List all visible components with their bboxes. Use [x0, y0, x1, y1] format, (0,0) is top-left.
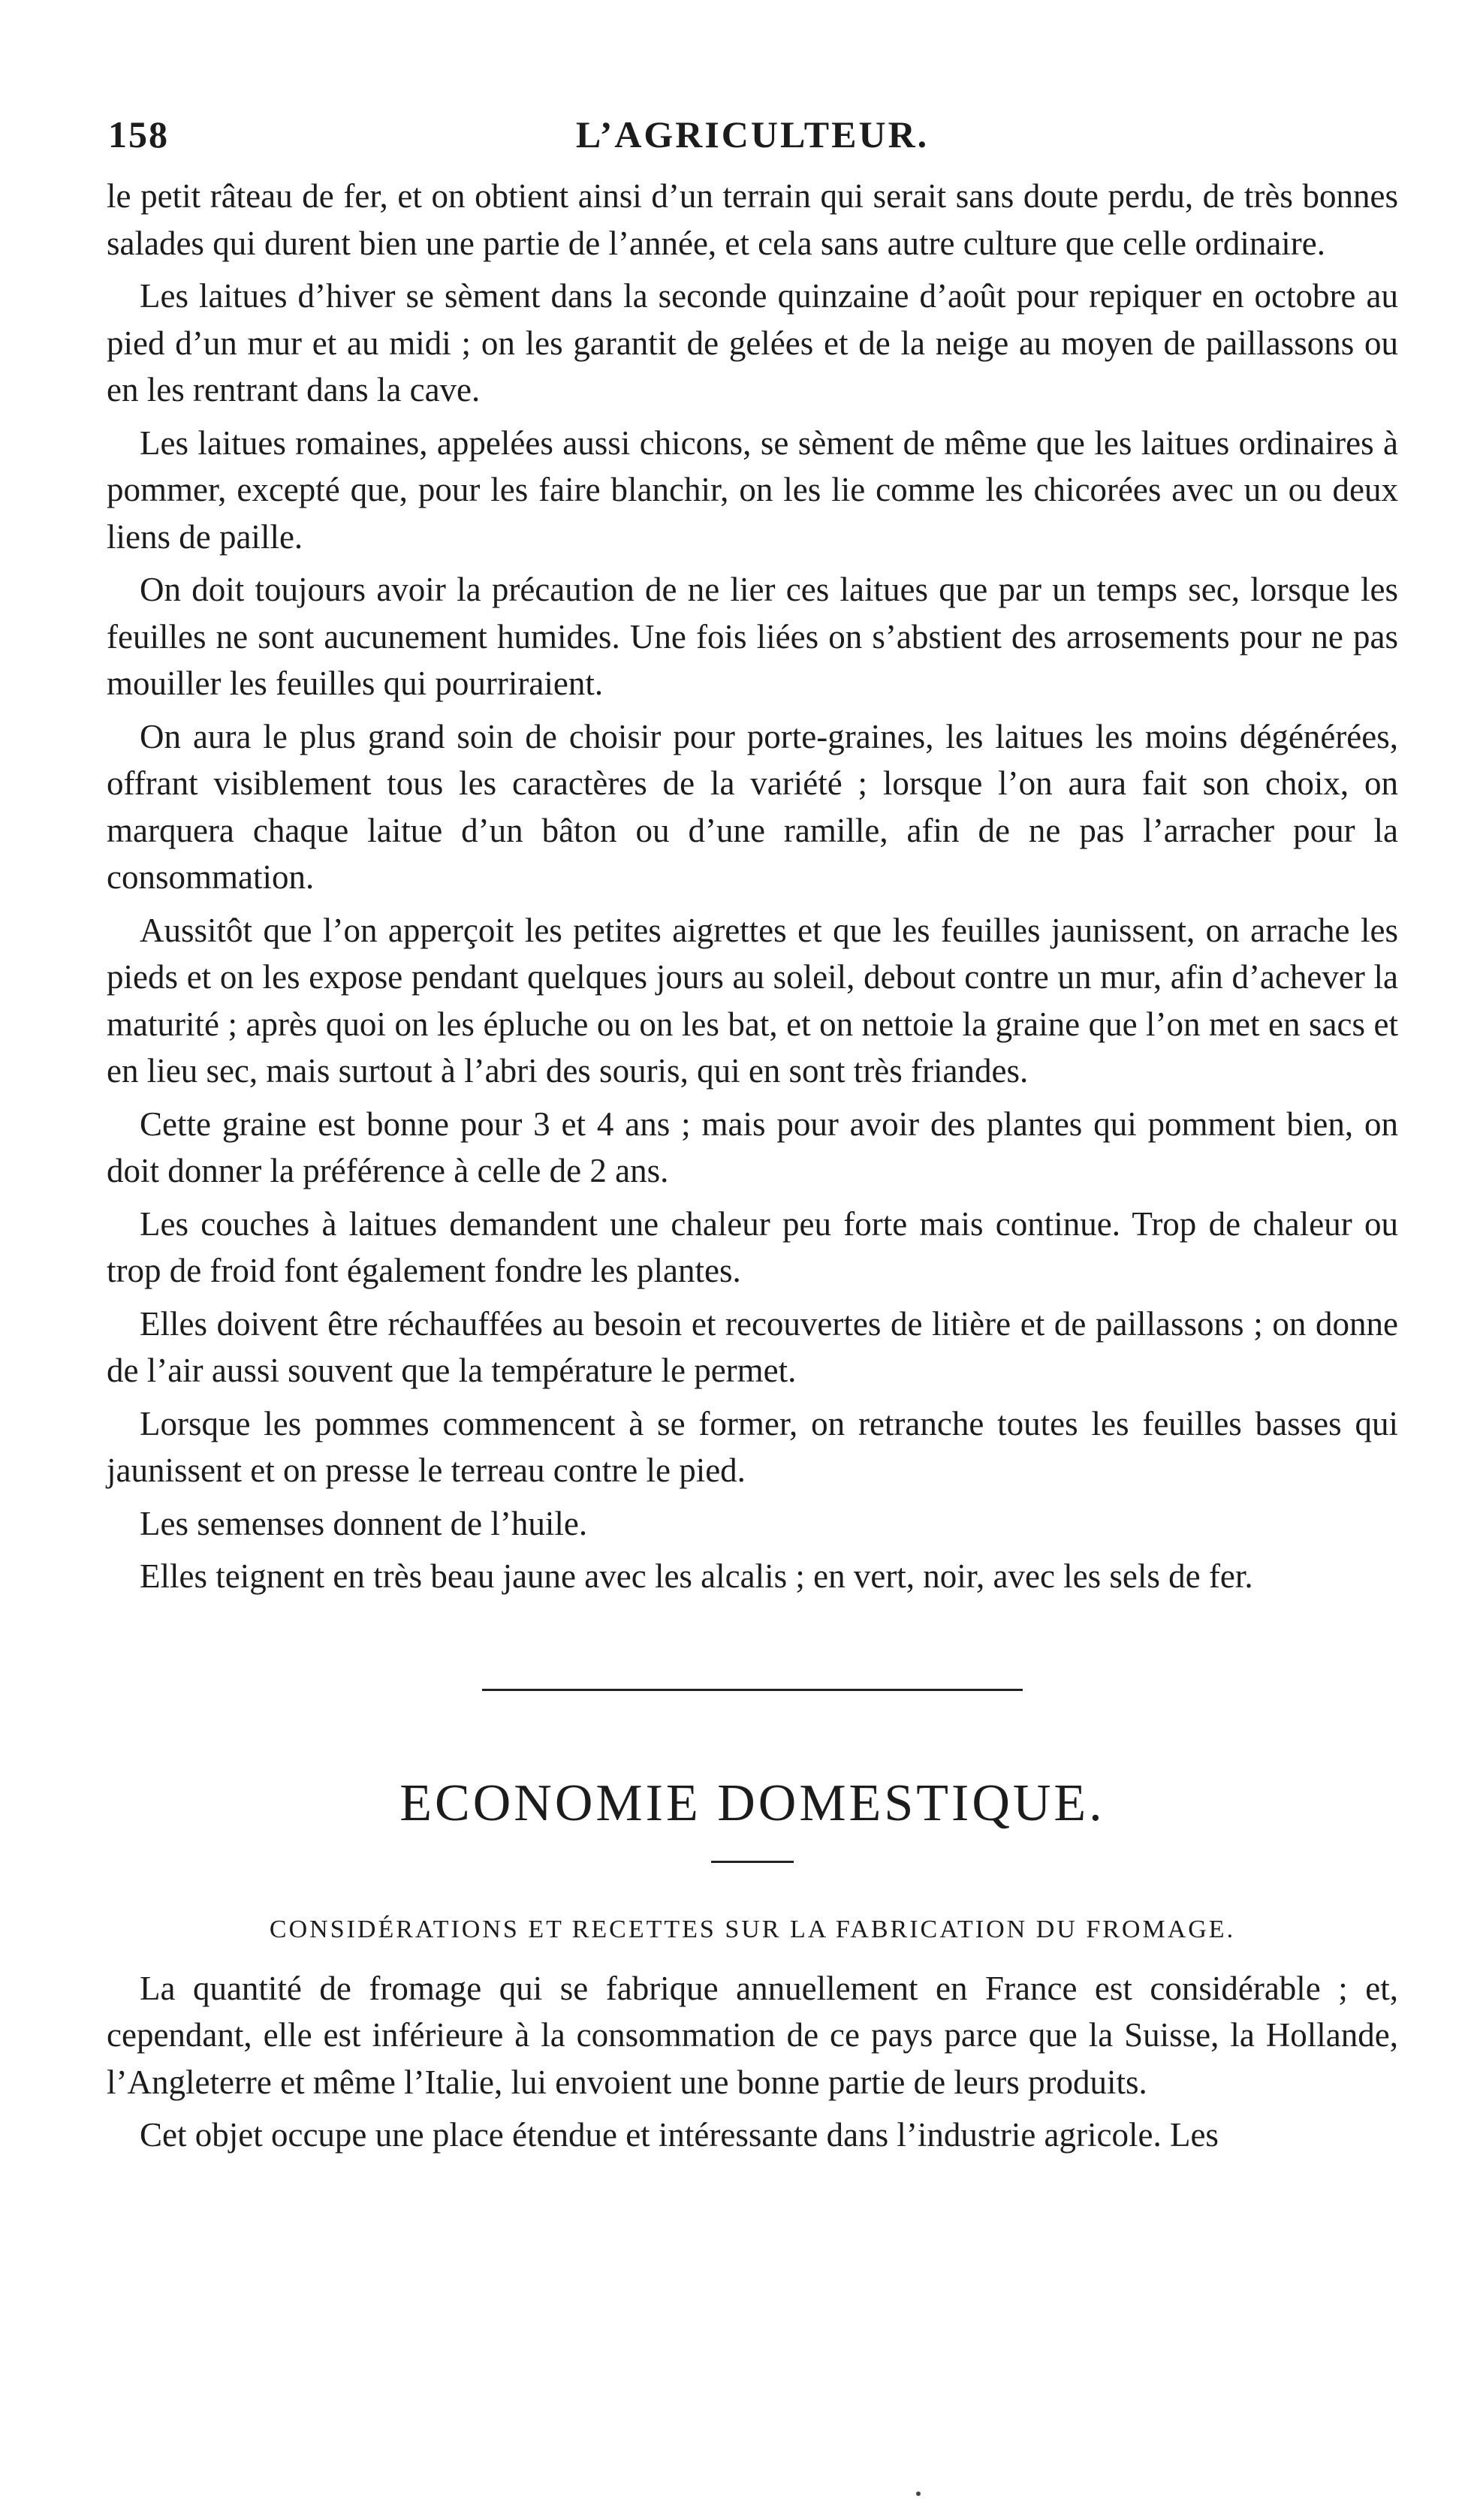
paragraph: Cet objet occupe une place étendue et intéressante dans l’industrie agricole. Les — [140, 2116, 1219, 2154]
paragraph: le petit râteau de fer, et on obtient ainsi d’un terrain qui serait sans doute perdu, de très bonnes salades qui durent bien une partie de l’année, et cela sans autre culture que celle ordinaire. — [107, 177, 1398, 262]
section-subtitle: CONSIDÉRATIONS ET RECETTES SUR LA FABRICATION DU FROMAGE. — [269, 1915, 1236, 1943]
section-divider — [482, 1689, 1023, 1691]
paragraph: Cette graine est bonne pour 3 et 4 ans ; mais pour avoir des plantes qui pomment bien, on doit donner la préférence à celle de 2 ans. — [107, 1105, 1398, 1189]
book-page — [107, 113, 1398, 2165]
paragraph: Les couches à laitues demandent une chaleur peu forte mais continue. Trop de chaleur ou trop de froid font également fondre les plantes. — [107, 1204, 1398, 1289]
page-number: 158 — [108, 113, 169, 155]
paragraph: La quantité de fromage qui se fabrique annuellement en France est considérable ; et, cependant, elle est inférieure à la consommation de ce pays parce que la Suisse, la Hollande, l’Angleterre et même l’Italie, lui envoient une bonne partie de leurs produits. — [107, 1969, 1398, 2101]
paragraph: Lorsque les pommes commencent à se former, on retranche toutes les feuilles basses qui jaunissent et on presse le terreau contre le pied. — [107, 1404, 1398, 1489]
paragraph: Elles doivent être réchauffées au besoin et recouvertes de litière et de paillassons ; on donne de l’air aussi souvent que la température le permet. — [107, 1304, 1398, 1389]
title-underline — [711, 1861, 794, 1863]
section-title: ECONOMIE DOMESTIQUE. — [399, 1774, 1105, 1832]
paragraph: Les laitues d’hiver se sèment dans la seconde quinzaine d’août pour repiquer en octobre au pied d’un mur et au midi ; on les garantit de gelées et de la neige au moyen de paillassons ou en les rentrant dans la cave. — [107, 277, 1398, 408]
paragraph: On doit toujours avoir la précaution de ne lier ces laitues que par un temps sec, lorsque les feuilles ne sont aucunement humides. Une fois liées on s’abstient des arrosements pour ne pas mouiller les feuilles qui pourriraient. — [107, 571, 1398, 702]
paragraph: On aura le plus grand soin de choisir pour porte-graines, les laitues les moins dégénérées, offrant visiblement tous les caractères de la variété ; lorsque l’on aura fait son choix, on marquera chaque laitue d’un bâton ou d’une ramille, afin de ne pas l’arracher pour la consommation. — [107, 717, 1398, 896]
running-title: L’AGRICULTEUR. — [575, 113, 930, 155]
printer-mark — [916, 2491, 921, 2496]
paragraph: Les laitues romaines, appelées aussi chicons, se sèment de même que les laitues ordinaires à pommer, excepté que, pour les faire blanchir, on les lie comme les chicorées avec un ou deux liens de paille. — [107, 424, 1398, 556]
running-head — [107, 113, 1398, 173]
body-text — [107, 173, 1398, 1600]
paragraph: Elles teignent en très beau jaune avec les alcalis ; en vert, noir, avec les sels de fer. — [140, 1557, 1253, 1595]
paragraph: Aussitôt que l’on apperçoit les petites aigrettes et que les feuilles jaunissent, on arrache les pieds et on les expose pendant quelques jours au soleil, debout contre un mur, afin d’achever la maturité ; après quoi on les épluche ou on les bat, et on nettoie la graine que l’on met en sacs et en lieu sec, mais surtout à l’abri des souris, qui en sont très friandes. — [107, 911, 1398, 1090]
paragraph: Les semenses donnent de l’huile. — [140, 1504, 588, 1542]
section-body-text — [107, 1965, 1398, 2159]
